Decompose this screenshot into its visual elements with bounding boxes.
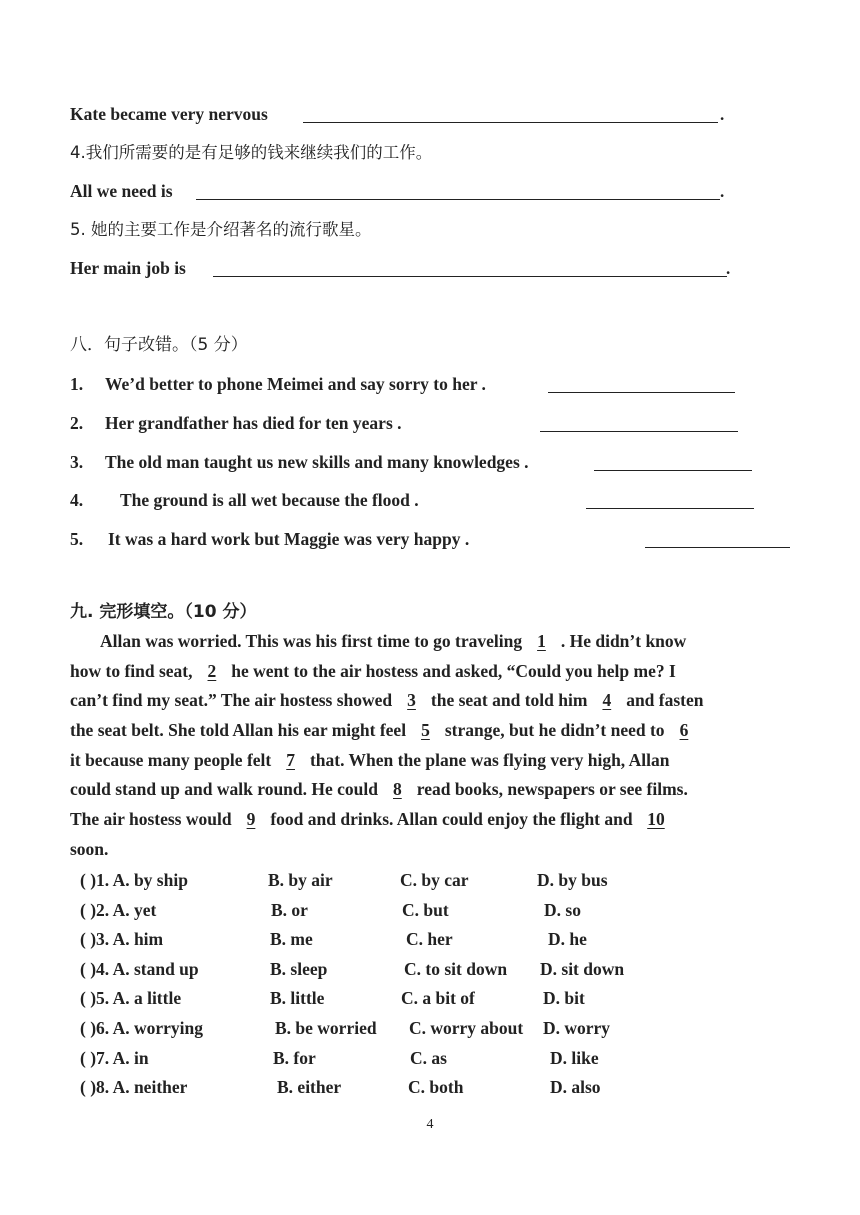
- section-heading-cloze: 九. 完形填空。（10 分）: [70, 602, 257, 622]
- passage-line-5: it because many people felt 7 that. When the plane was flying very high, Allan: [70, 746, 790, 776]
- question-4-option-c[interactable]: C. to sit down: [404, 959, 508, 979]
- error-blank-2[interactable]: [540, 431, 738, 432]
- page-number: 4: [426, 1117, 434, 1132]
- section-heading-error-correction: 八．句子改错。（5 分）: [70, 335, 248, 355]
- question-8-label-option-a[interactable]: ( )8. A. neither: [80, 1077, 188, 1097]
- passage-line-2: how to find seat, 2 he went to the air hostess and asked, “Could you help me? I: [70, 657, 790, 687]
- passage-line-6: could stand up and walk round. He could 8 read books, newspapers or see films.: [70, 775, 790, 805]
- cloze-blank-5[interactable]: 5: [421, 720, 430, 741]
- question-8-option-b[interactable]: B. either: [277, 1077, 342, 1097]
- passage-line-3: can’t find my seat.” The air hostess showed 3 the seat and told him 4 and fasten: [70, 686, 790, 716]
- question-4-option-b[interactable]: B. sleep: [270, 959, 328, 979]
- question-3-label-option-a[interactable]: ( )3. A. him: [80, 929, 164, 949]
- question-3-option-d[interactable]: D. he: [548, 929, 587, 949]
- question-2-label-option-a[interactable]: ( )2. A. yet: [80, 900, 157, 920]
- error-blank-5[interactable]: [645, 547, 790, 548]
- cloze-blank-7[interactable]: 7: [286, 749, 295, 770]
- translation-prompt-4: 4.我们所需要的是有足够的钱来继续我们的工作。: [70, 143, 433, 162]
- question-1-option-d[interactable]: D. by bus: [537, 870, 608, 890]
- question-5-option-d[interactable]: D. bit: [543, 988, 585, 1008]
- question-1-option-b[interactable]: B. by air: [268, 870, 333, 890]
- error-item-5-text: It was a hard work but Maggie was very happy .: [108, 529, 470, 549]
- error-item-3-number: 3.: [70, 452, 84, 472]
- translation-answer-3-start: Kate became very nervous: [70, 104, 268, 124]
- question-5-option-c[interactable]: C. a bit of: [401, 988, 475, 1008]
- question-2-option-b[interactable]: B. or: [271, 900, 308, 920]
- cloze-passage: [70, 627, 790, 865]
- question-8-option-c[interactable]: C. both: [408, 1077, 464, 1097]
- question-4-label-option-a[interactable]: ( )4. A. stand up: [80, 959, 199, 979]
- translation-prompt-5: 5. 她的主要工作是介绍著名的流行歌星。: [70, 220, 372, 239]
- question-3-option-b[interactable]: B. me: [270, 929, 313, 949]
- question-2-option-d[interactable]: D. so: [544, 900, 581, 920]
- question-3-option-c[interactable]: C. her: [406, 929, 453, 949]
- cloze-blank-3[interactable]: 3: [407, 690, 416, 711]
- cloze-blank-8[interactable]: 8: [393, 779, 402, 800]
- translation-end-3: .: [720, 105, 725, 124]
- question-4-option-d[interactable]: D. sit down: [540, 959, 625, 979]
- error-item-1-text: We’d better to phone Meimei and say sorry to her .: [105, 374, 486, 394]
- question-1-option-c[interactable]: C. by car: [400, 870, 469, 890]
- error-blank-1[interactable]: [548, 392, 735, 393]
- cloze-blank-2[interactable]: 2: [207, 660, 217, 681]
- translation-blank-5[interactable]: [213, 276, 727, 277]
- translation-answer-5-start: Her main job is: [70, 258, 186, 278]
- passage-line-8: soon.: [70, 838, 109, 859]
- question-5-option-b[interactable]: B. little: [270, 988, 325, 1008]
- error-blank-4[interactable]: [586, 508, 754, 509]
- question-7-option-d[interactable]: D. like: [550, 1048, 599, 1068]
- question-7-option-c[interactable]: C. as: [410, 1048, 447, 1068]
- translation-answer-4-start: All we need is: [70, 181, 173, 201]
- question-6-option-b[interactable]: B. be worried: [275, 1018, 377, 1038]
- translation-blank-4[interactable]: [196, 199, 720, 200]
- question-2-option-c[interactable]: C. but: [402, 900, 449, 920]
- cloze-blank-10[interactable]: 10: [647, 809, 665, 830]
- passage-line-1: Allan was worried. This was his first time to go traveling 1 . He didn’t know: [70, 627, 790, 657]
- error-item-4-number: 4.: [70, 490, 84, 510]
- translation-end-4: .: [720, 182, 725, 201]
- cloze-blank-9[interactable]: 9: [246, 809, 256, 830]
- question-7-option-b[interactable]: B. for: [273, 1048, 316, 1068]
- translation-blank-3[interactable]: [303, 122, 718, 123]
- passage-line-7: The air hostess would 9 food and drinks. Allan could enjoy the flight and 10: [70, 805, 790, 835]
- error-item-3-text: The old man taught us new skills and many knowledges .: [105, 452, 529, 472]
- cloze-blank-1[interactable]: 1: [537, 631, 546, 651]
- error-item-2-number: 2.: [70, 413, 84, 433]
- question-1-label-option-a[interactable]: ( )1. A. by ship: [80, 870, 188, 890]
- cloze-blank-4[interactable]: 4: [602, 690, 612, 711]
- cloze-blank-6[interactable]: 6: [679, 720, 689, 741]
- error-item-5-number: 5.: [70, 529, 84, 549]
- question-5-label-option-a[interactable]: ( )5. A. a little: [80, 988, 182, 1008]
- question-8-option-d[interactable]: D. also: [550, 1077, 601, 1097]
- error-blank-3[interactable]: [594, 470, 752, 471]
- question-6-option-c[interactable]: C. worry about: [409, 1018, 524, 1038]
- passage-line-4: the seat belt. She told Allan his ear might feel 5 strange, but he didn’t need to 6: [70, 716, 790, 746]
- question-6-option-d[interactable]: D. worry: [543, 1018, 611, 1038]
- question-7-label-option-a[interactable]: ( )7. A. in: [80, 1048, 149, 1068]
- translation-end-5: .: [726, 259, 731, 278]
- error-item-4-text: The ground is all wet because the flood .: [120, 490, 419, 510]
- error-item-1-number: 1.: [70, 374, 84, 394]
- question-6-label-option-a[interactable]: ( )6. A. worrying: [80, 1018, 203, 1038]
- error-item-2-text: Her grandfather has died for ten years .: [105, 413, 402, 433]
